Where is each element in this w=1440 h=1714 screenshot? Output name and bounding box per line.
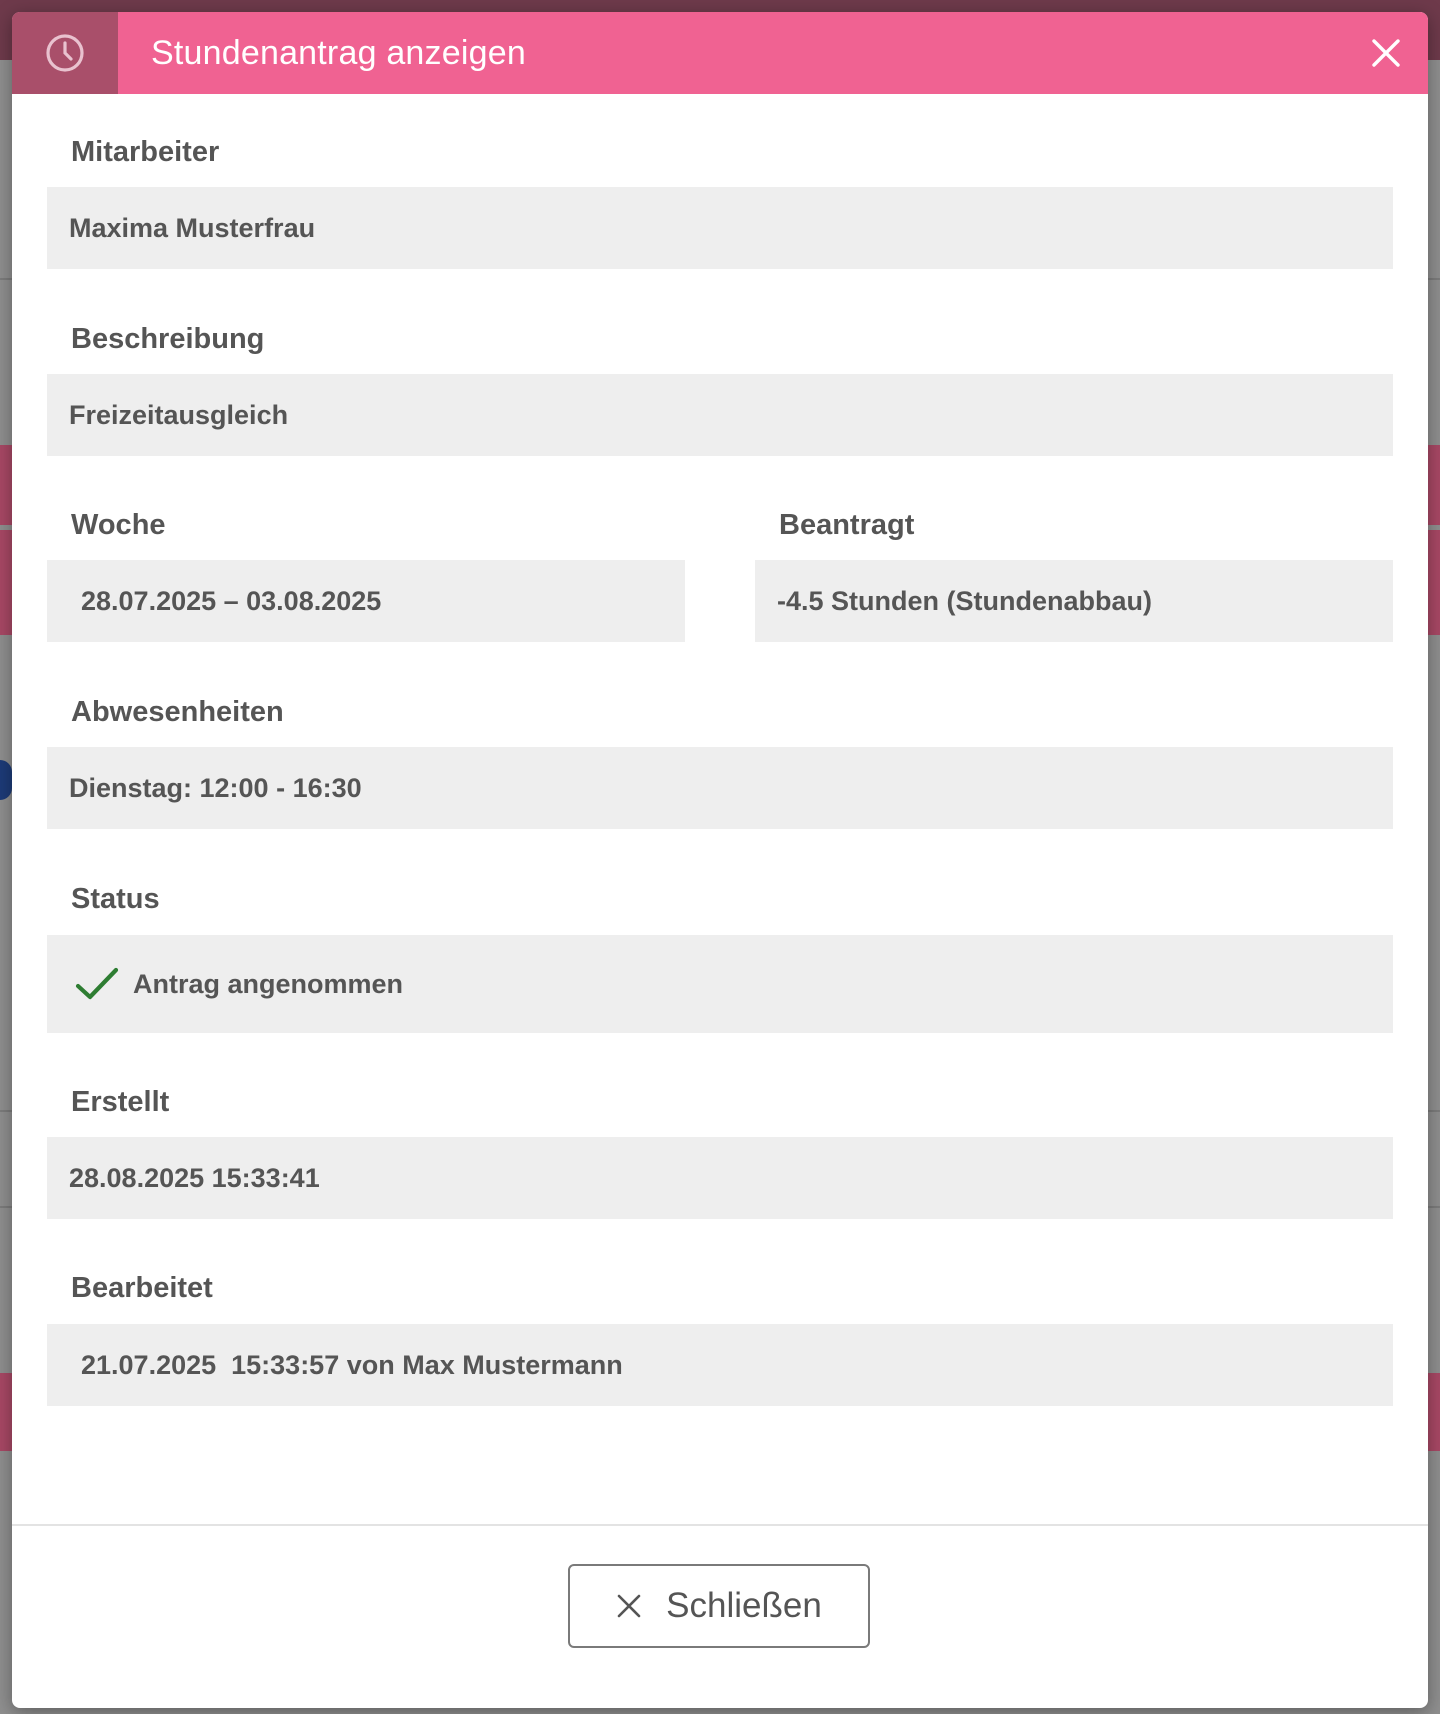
employee-value: Maxima Musterfrau bbox=[69, 212, 316, 243]
absences-label: Abwesenheiten bbox=[71, 696, 284, 728]
created-field bbox=[47, 1137, 1393, 1219]
employee-label: Mitarbeiter bbox=[71, 136, 220, 168]
requested-value: -4.5 Stunden (Stundenabbau) bbox=[777, 585, 1152, 616]
requested-field bbox=[755, 560, 1393, 642]
created-value: 28.08.2025 15:33:41 bbox=[69, 1162, 320, 1193]
clock-icon bbox=[12, 12, 118, 94]
absences-value: Dienstag: 12:00 - 16:30 bbox=[69, 772, 362, 803]
description-field bbox=[47, 374, 1393, 456]
edited-value: 21.07.2025 15:33:57 von Max Mustermann bbox=[81, 1349, 623, 1380]
description-label: Beschreibung bbox=[71, 323, 265, 355]
description-value: Freizeitausgleich bbox=[69, 399, 289, 430]
employee-field bbox=[47, 187, 1393, 269]
week-label: Woche bbox=[71, 509, 166, 541]
close-button-label: Schließen bbox=[666, 1586, 822, 1625]
background-icon bbox=[0, 760, 12, 800]
show-hours-request-dialog bbox=[12, 12, 1428, 1708]
requested-label: Beantragt bbox=[779, 509, 915, 541]
edited-label: Bearbeitet bbox=[71, 1272, 213, 1304]
created-label: Erstellt bbox=[71, 1086, 170, 1118]
footer-divider bbox=[12, 1524, 1428, 1526]
dialog-header bbox=[12, 12, 1428, 94]
status-field bbox=[47, 935, 1393, 1033]
checkmark-icon bbox=[75, 966, 119, 1002]
close-icon[interactable] bbox=[1364, 31, 1408, 75]
week-value: 28.07.2025 – 03.08.2025 bbox=[81, 585, 382, 616]
status-value: Antrag angenommen bbox=[133, 968, 404, 999]
dialog-title: Stundenantrag anzeigen bbox=[151, 33, 526, 72]
status-label: Status bbox=[71, 883, 160, 915]
absences-field bbox=[47, 747, 1393, 829]
close-button[interactable] bbox=[568, 1564, 870, 1648]
edited-field bbox=[47, 1324, 1393, 1406]
week-field bbox=[47, 560, 685, 642]
close-icon bbox=[616, 1593, 642, 1619]
